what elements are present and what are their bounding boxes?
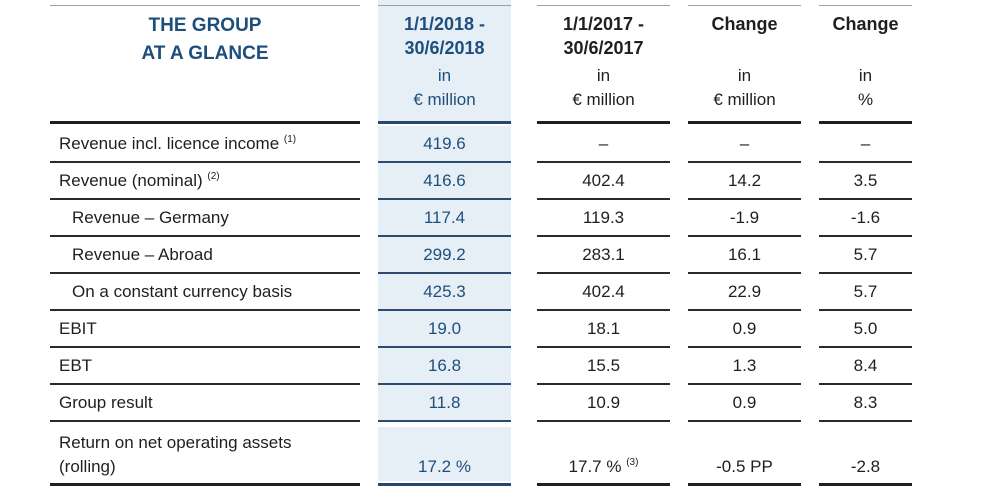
change-percent-title: Change	[832, 14, 899, 34]
value-2018	[378, 163, 511, 199]
roa-label-line1: Return on net operating assets	[59, 433, 292, 452]
change-pct-text: 5.0	[853, 319, 878, 338]
row-label	[50, 163, 360, 199]
unit-2017-line1: in	[596, 66, 611, 85]
roa-label-line2: (rolling)	[59, 457, 116, 476]
change-pct	[819, 126, 912, 162]
roa-change-abs: -0.5 PP	[716, 457, 773, 476]
row-label-text: Revenue incl. licence income	[59, 134, 280, 153]
unit-2018-line2: € million	[413, 90, 476, 109]
roa-change-pct: -2.8	[850, 457, 881, 476]
row-label	[50, 126, 360, 162]
change-abs-text: 0.9	[732, 393, 757, 412]
value-2018	[378, 348, 511, 384]
row-return-on-net-operating-assets-label	[50, 427, 360, 481]
change-pct	[819, 274, 912, 310]
row-divider	[537, 420, 670, 422]
change-abs	[688, 385, 801, 421]
change-pct-text: 5.7	[853, 282, 878, 301]
change-abs	[688, 311, 801, 347]
value-2018-text: 425.3	[423, 282, 466, 301]
value-2018	[378, 274, 511, 310]
table-bottom-rule	[537, 483, 670, 486]
value-2017	[537, 200, 670, 236]
value-2017-text: –	[598, 134, 609, 153]
value-2017	[537, 126, 670, 162]
value-2017	[537, 311, 670, 347]
change-pct	[819, 348, 912, 384]
row-label	[50, 385, 360, 421]
change-million-unit-line2: € million	[713, 90, 776, 109]
change-abs-text: 0.9	[732, 319, 757, 338]
change-pct	[819, 311, 912, 347]
change-abs	[688, 163, 801, 199]
value-2017-text: 119.3	[582, 208, 625, 227]
header-change-percent	[819, 0, 912, 124]
value-2017	[537, 274, 670, 310]
header-title-cell	[50, 0, 360, 124]
value-2018-text: 419.6	[423, 134, 466, 153]
change-abs-text: 1.3	[732, 356, 757, 375]
change-pct-text: 5.7	[853, 245, 878, 264]
change-pct	[819, 200, 912, 236]
change-abs	[688, 274, 801, 310]
table-bottom-rule	[819, 483, 912, 486]
row-label-text: EBT	[59, 356, 93, 375]
change-abs	[688, 237, 801, 273]
row-label	[50, 311, 360, 347]
change-abs-text: 22.9	[727, 282, 762, 301]
footnote-marker: (2)	[207, 171, 220, 182]
change-percent-unit-line2: %	[857, 90, 874, 109]
change-million-unit-line1: in	[737, 66, 752, 85]
table-bottom-rule	[688, 483, 801, 486]
value-2017-text: 10.9	[586, 393, 621, 412]
header-period-2017	[537, 0, 670, 124]
roa-2017-value: 17.7 %	[568, 457, 622, 476]
change-abs-text: 14.2	[727, 171, 762, 190]
roa-2018-value: 17.2 %	[378, 427, 511, 481]
row-label	[50, 274, 360, 310]
value-2018	[378, 126, 511, 162]
table-title-line2: AT A GLANCE	[141, 43, 269, 64]
value-2017-text: 402.4	[582, 171, 625, 190]
row-label-text: Revenue – Abroad	[72, 245, 213, 264]
header-change-million	[688, 0, 801, 124]
change-pct	[819, 237, 912, 273]
period-2017-line1: 1/1/2017 -	[562, 14, 645, 34]
value-2018	[378, 200, 511, 236]
change-pct	[819, 385, 912, 421]
change-percent-unit-line1: in	[858, 66, 873, 85]
change-pct-text: 8.3	[853, 393, 878, 412]
row-divider	[819, 420, 912, 422]
change-abs	[688, 200, 801, 236]
value-2018	[378, 311, 511, 347]
change-abs-text: -1.9	[729, 208, 760, 227]
value-2017	[537, 237, 670, 273]
change-abs-text: 16.1	[727, 245, 762, 264]
row-divider	[378, 420, 511, 422]
roa-2017-footnote: (3)	[626, 457, 639, 468]
row-divider	[688, 420, 801, 422]
value-2018	[378, 237, 511, 273]
row-label	[50, 200, 360, 236]
unit-2018-line1: in	[437, 66, 452, 85]
change-abs	[688, 126, 801, 162]
period-2018-line1: 1/1/2018 -	[403, 14, 486, 34]
row-label-text: Revenue – Germany	[72, 208, 229, 227]
change-pct-text: 8.4	[853, 356, 878, 375]
change-pct-text: 3.5	[853, 171, 878, 190]
change-abs-text: –	[739, 134, 750, 153]
row-label-text: EBIT	[59, 319, 97, 338]
value-2018-text: 416.6	[423, 171, 466, 190]
footnote-marker: (1)	[283, 134, 297, 145]
table-title-line1: THE GROUP	[148, 15, 262, 36]
value-2018-text: 16.8	[427, 356, 462, 375]
value-2017-text: 402.4	[582, 282, 625, 301]
value-2018-text: 19.0	[427, 319, 462, 338]
value-2017-text: 15.5	[586, 356, 621, 375]
row-label-text: On a constant currency basis	[72, 282, 293, 301]
value-2017	[537, 348, 670, 384]
period-2017-line2: 30/6/2017	[563, 38, 644, 58]
value-2018-text: 299.2	[423, 245, 466, 264]
change-pct-text: –	[860, 134, 871, 153]
table-bottom-rule	[378, 483, 511, 486]
table-bottom-rule	[50, 483, 360, 486]
value-2018	[378, 385, 511, 421]
value-2018-text: 117.4	[423, 208, 466, 227]
value-2017	[537, 163, 670, 199]
period-2018-line2: 30/6/2018	[404, 38, 485, 58]
row-label	[50, 348, 360, 384]
change-million-title: Change	[711, 14, 778, 34]
row-label	[50, 237, 360, 273]
row-label-text: Group result	[59, 393, 153, 412]
value-2018-text: 11.8	[428, 393, 461, 412]
value-2017-text: 18.1	[586, 319, 621, 338]
change-abs	[688, 348, 801, 384]
change-pct	[819, 163, 912, 199]
row-label-text: Revenue (nominal)	[59, 171, 203, 190]
value-2017-text: 283.1	[582, 245, 625, 264]
table-title	[50, 12, 360, 68]
header-period-2018	[378, 0, 511, 124]
value-2017	[537, 385, 670, 421]
unit-2017-line2: € million	[572, 90, 635, 109]
row-divider	[50, 420, 360, 422]
roa-2017-cell	[537, 427, 670, 481]
change-pct-text: -1.6	[850, 208, 881, 227]
